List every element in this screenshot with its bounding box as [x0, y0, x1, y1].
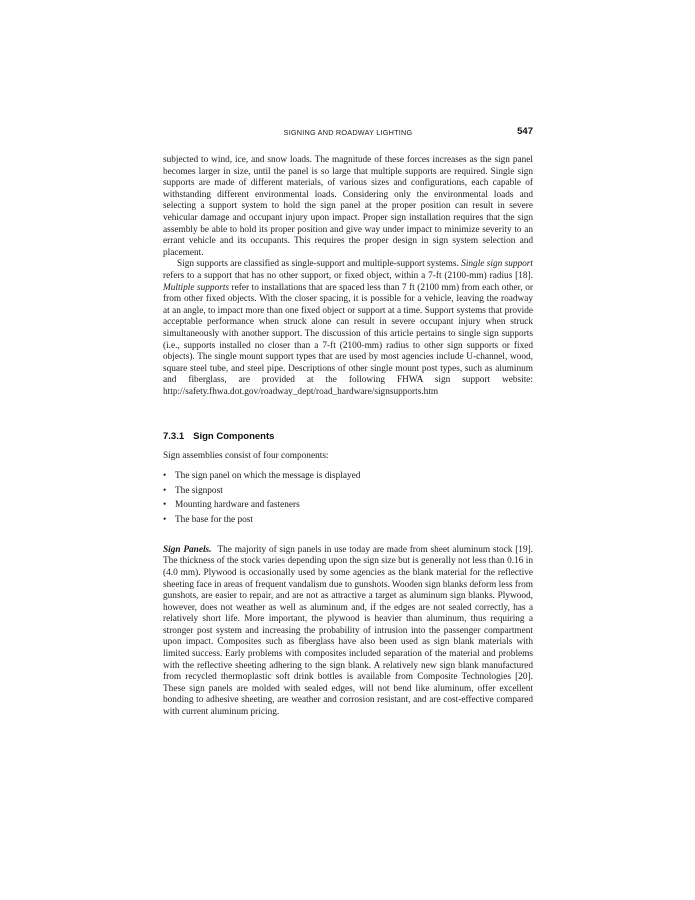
component-list [163, 471, 533, 527]
bullet-icon: • [163, 471, 167, 482]
list-item-text: The signpost [175, 485, 223, 496]
list-item-text: The base for the post [175, 515, 253, 526]
run-in-heading: Sign Panels. [163, 544, 212, 555]
bullet-icon: • [163, 485, 167, 496]
paragraph-sign-support-types [163, 259, 533, 398]
paragraph-text: Sign supports are classified as single-support and multiple-support systems. [177, 259, 462, 270]
list-item [163, 486, 533, 498]
paragraph-text: refers to a support that has no other support, or fixed object, within a 7-ft (2100-mm) radius [18]. [163, 270, 533, 281]
paragraph-sign-panels [163, 545, 533, 719]
body-text [163, 155, 533, 719]
running-title: SIGNING AND ROADWAY LIGHTING [283, 128, 413, 137]
bullet-icon: • [163, 500, 167, 511]
defined-term-single-sign-support: Single sign support [461, 259, 533, 270]
list-item [163, 500, 533, 512]
list-item-text: Mounting hardware and fasteners [175, 500, 300, 511]
list-item [163, 471, 533, 483]
section-title: Sign Components [193, 431, 275, 443]
section-number: 7.3.1 [163, 431, 185, 443]
defined-term-multiple-supports: Multiple supports [163, 282, 230, 293]
paragraph-continuation: subjected to wind, ice, and snow loads. The magnitude of these forces increases as the sign panel becomes larger in size, until the panel is so large that multiple supports are required. Single sign supports are made of different materials, of various sizes and configurations, each capable of withstanding different environmental loads. Considering only the environmental loads and selecting a support system to hold the sign panel at the proper position can result in severe vehicular damage and occupant injury upon impact. Proper sign installation requires that the sign assembly be able to hold its proper position and give way under impact to minimize severity to an errant vehicle and its occupants. This requires the proper design in sign system selection and placement. [163, 155, 533, 258]
list-item [163, 515, 533, 527]
page-number: 547 [517, 126, 533, 137]
paragraph-text: refer to installations that are spaced less than 7 ft (2100 mm) from each other, or from other fixed objects. With the closer spacing, it is possible for a vehicle, leaving the roadway at an angle, to impact more than one fixed object or support at a time. Support systems that provide acceptable performance when struck alone can result in severe occupant injury when struck simultaneously with another support. The discussion of this article pertains to single sign supports (i.e., supports installed no closer than a 7-ft (2100-mm) radius to other sign supports or fixed objects). The single mount support types that are used by most agencies include U-channel, wood, square steel tube, and steel pipe. Descriptions of other single mount post types, such as aluminum and fiberglass, are provided at the following FHWA sign support website: http://safety.fhwa.dot.gov/roadway_dept/​road_hardware/signsupports.htm [163, 282, 533, 397]
running-header [163, 126, 533, 140]
section-heading [163, 431, 533, 443]
paragraph-text: The majority of sign panels in use today are made from sheet aluminum stock [19]. The thickness of the stock varies depending upon the sign size but is generally not less than 0.16 in (4.0 mm). Plywood is occasionally used by some agencies as the blank material for the reflective sheeting face in areas of frequent vandalism due to gunshots. Wooden sign blanks deform less from gunshots, are easier to repair, and are not as attractive a target as aluminum sign blanks. Plywood, however, does not weather as well as aluminum and, if the edges are not sealed correctly, has a relatively short life. More important, the plywood is heavier than aluminum, thus requiring a stronger post system and increasing the probability of intrusion into the passenger compartment upon impact. Composites such as fiberglass have also been used as sign blank materials with limited success. Early problems with composites included separation of the material and problems with the reflective sheeting adhering to the sign blank. A relatively new sign blank manufactured from recycled thermoplastic soft drink bottles is available from Composite Technologies [20]. These sign panels are molded with sealed edges, will not bend like aluminum, offer excellent bonding to adhesive sheeting, are weather and corrosion resistant, and are cost-effective compared with current aluminum pricing. [163, 544, 534, 718]
list-item-text: The sign panel on which the message is displayed [175, 471, 361, 482]
section-intro: Sign assemblies consist of four components: [163, 451, 329, 462]
bullet-icon: • [163, 515, 167, 526]
